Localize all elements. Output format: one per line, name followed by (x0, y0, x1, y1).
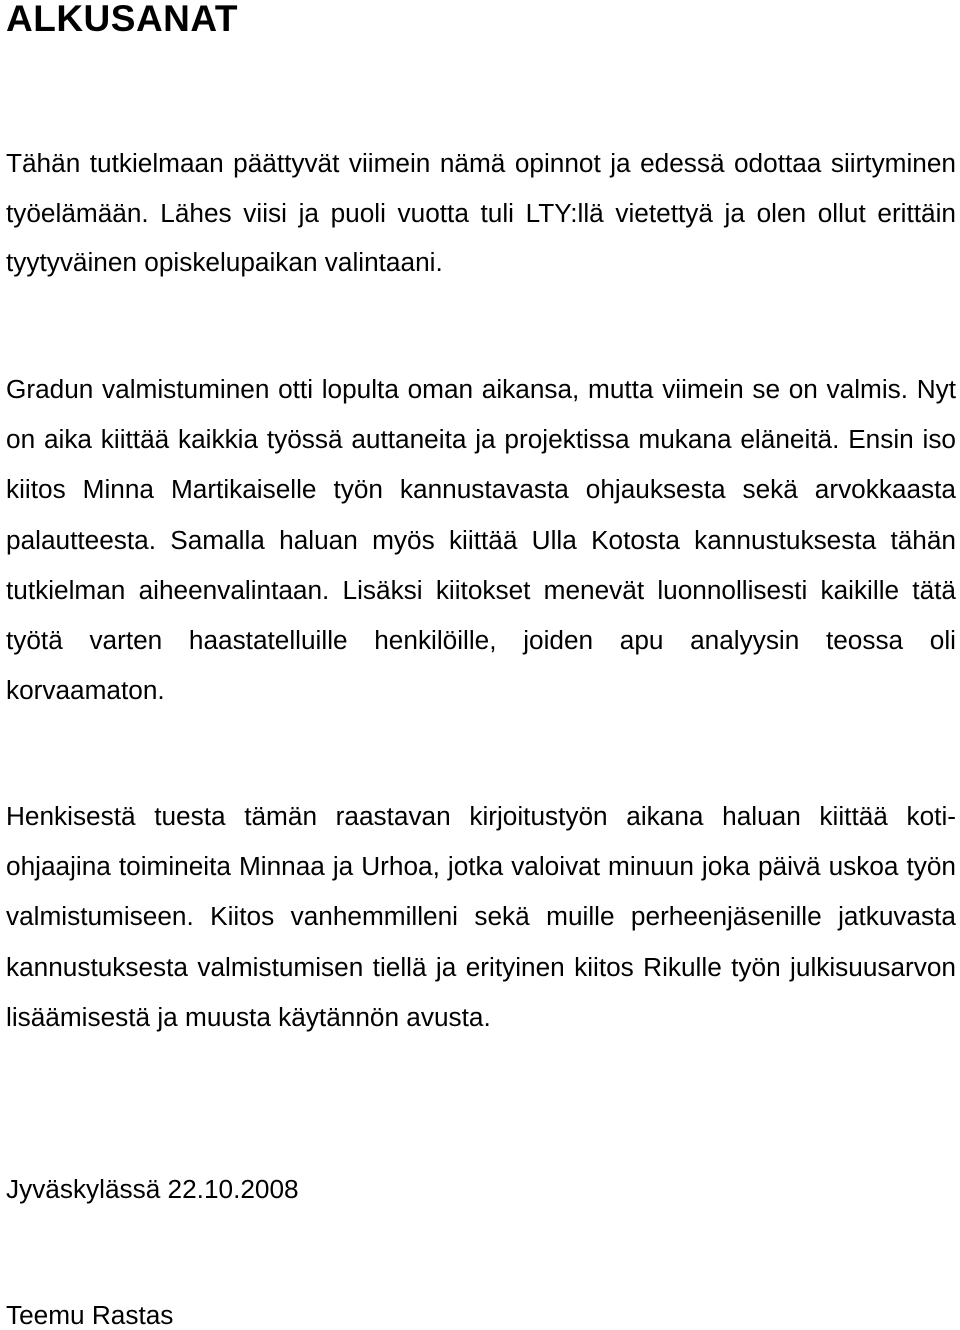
paragraph-thanks-personal: Henkisestä tuesta tämän raastavan kirjoitustyön aikana haluan kiittää koti-ohjaajina toimineita Minnaa ja Urhoa, jotka valoivat minuun joka päivä uskoa työn valmistumiseen. Kiitos vanhemmilleni sekä muille perheenjäsenille jatkuvasta kannustuksesta valmistumisen tiellä ja erityinen kiitos Rikulle työn julkisuusarvon lisäämisestä ja muusta käytännön avusta. (6, 801, 956, 1032)
paragraph-intro: Tähän tutkielmaan päättyvät viimein nämä opinnot ja edessä odottaa siirtyminen työelämään. Lähes viisi ja puoli vuotta tuli LTY:llä vietettyä ja olen ollut erittäin tyytyväinen opiskelupaikan valintaani. (6, 148, 956, 277)
page-title: ALKUSANAT (6, 0, 238, 39)
paragraph-thanks-work: Gradun valmistuminen otti lopulta oman aikansa, mutta viimein se on valmis. Nyt on aika kiittää kaikkia työssä auttaneita ja projektissa mukana eläneitä. Ensin iso kiitos Minna Martikaiselle työn kannustavasta ohjauksesta sekä arvokkaasta palautteesta. Samalla haluan myös kiittää Ulla Kotosta kannustuksesta tähän tutkielman aiheenvalintaan. Lisäksi kiitokset menevät luonnollisesti kaikille tätä työtä varten haastatelluille henkilöille, joiden apu analyysin teossa oli korvaamaton. (6, 374, 956, 706)
author-signature-name: Teemu Rastas (6, 1300, 174, 1330)
place-and-date: Jyväskylässä 22.10.2008 (6, 1174, 299, 1204)
